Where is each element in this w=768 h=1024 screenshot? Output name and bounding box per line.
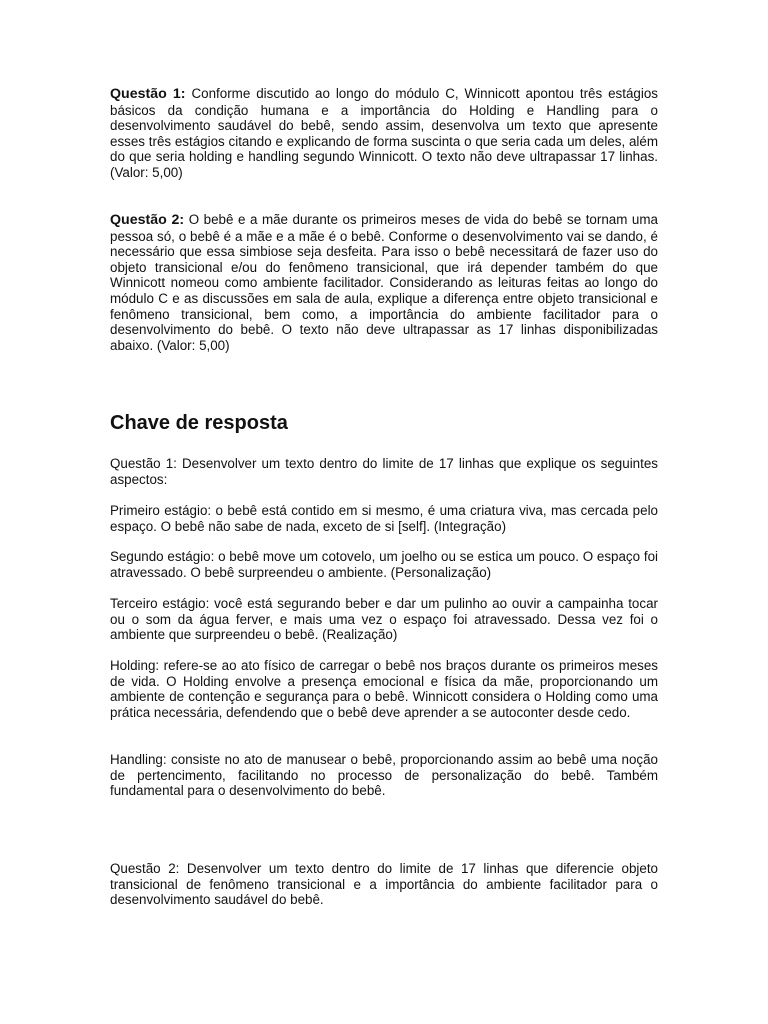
- answer-key-heading: Chave de resposta: [110, 412, 288, 434]
- answer-stage-1: Primeiro estágio: o bebê está contido em si mesmo, é uma criatura viva, mas cercada pelo espaço. O bebê não sabe de nada, exceto de si [self]. (Integração): [110, 503, 658, 534]
- question-1-label: Questão 1:: [110, 86, 186, 102]
- answer-handling: Handling: consiste no ato de manusear o bebê, proporcionando assim ao bebê uma noção de pertencimento, facilitando no processo de personalização do bebê. Também fundamental para o desenvolvimento do bebê.: [110, 752, 658, 799]
- question-1-text: Conforme discutido ao longo do módulo C, Winnicott apontou três estágios básicos da condição humana e a importância do Holding e Handling para o desenvolvimento saudável do bebê, sendo assim, desenvolva um texto que apresente esses três estágios citando e explicando de forma suscinta o que seria cada um deles, além do que seria holding e handling segundo Winnicott. O texto não deve ultrapassar 17 linhas. (Valor: 5,00): [110, 86, 658, 180]
- question-2-label: Questão 2:: [110, 212, 185, 228]
- answer-q2-intro: Questão 2: Desenvolver um texto dentro do limite de 17 linhas que diferencie objeto transicional de fenômeno transicional e a importância do ambiente facilitador para o desenvolvimento saudável do bebê.: [110, 861, 658, 908]
- answer-stage-2: Segundo estágio: o bebê move um cotovelo, um joelho ou se estica um pouco. O espaço foi atravessado. O bebê surpreendeu o ambiente. (Personalização): [110, 549, 658, 580]
- answer-stage-3: Terceiro estágio: você está segurando beber e dar um pulinho ao ouvir a campainha tocar ou o som da água ferver, e mais uma vez o espaço foi atravessado. Dessa vez foi o ambiente que surpreendeu o bebê. (Realização): [110, 596, 658, 643]
- question-2-text: O bebê e a mãe durante os primeiros meses de vida do bebê se tornam uma pessoa só, o bebê é a mãe e a mãe é o bebê. Conforme o desenvolvimento vai se dando, é necessário que essa simbiose seja desfeita. Para isso o bebê necessitará de fazer uso do objeto transicional e/ou do fenômeno transicional, que irá depender também do que Winnicott nomeou como ambiente facilitador. Considerando as leituras feitas ao longo do módulo C e as discussões em sala de aula, explique a diferença entre objeto transicional e fenômeno transicional, bem como, a importância do ambiente facilitador para o desenvolvimento do bebê. O texto não deve ultrapassar as 17 linhas disponibilizadas abaixo. (Valor: 5,00): [110, 212, 658, 353]
- answer-q1-intro: Questão 1: Desenvolver um texto dentro do limite de 17 linhas que explique os seguintes aspectos:: [110, 456, 658, 487]
- answer-holding: Holding: refere-se ao ato físico de carregar o bebê nos braços durante os primeiros meses de vida. O Holding envolve a presença emocional e física da mãe, proporcionando um ambiente de contenção e segurança para o bebê. Winnicott considera o Holding como uma prática necessária, defendendo que o bebê deve aprender a se autoconter desde cedo.: [110, 658, 658, 720]
- question-1: [110, 86, 658, 181]
- question-2: [110, 212, 658, 353]
